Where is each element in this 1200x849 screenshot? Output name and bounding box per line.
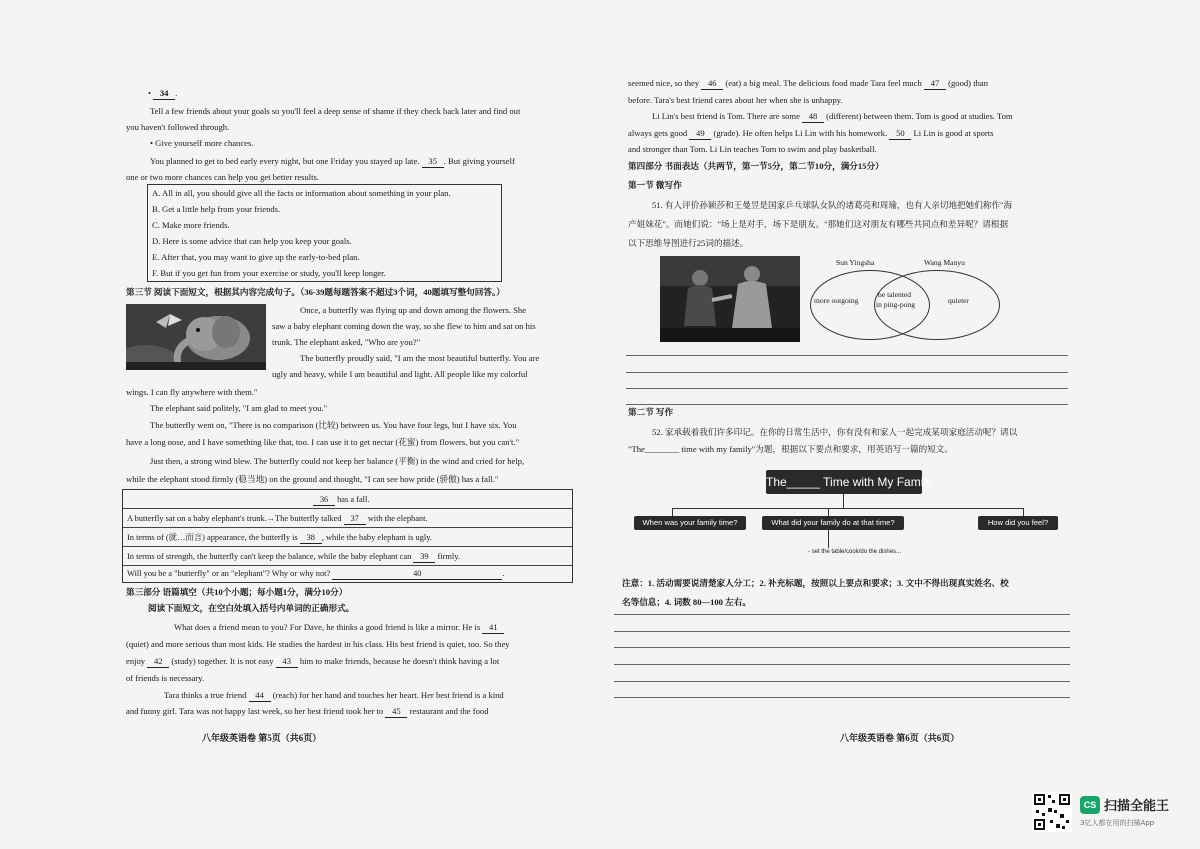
story-line: trunk. The elephant asked, "Who are you?" — [272, 337, 421, 347]
story-line: The elephant said politely, "I am glad to meet you." — [150, 403, 328, 413]
blank-39: 39 — [413, 551, 435, 563]
blank-42: 42 — [147, 656, 169, 668]
tips-paragraph-1-cont: you haven't followed through. — [126, 122, 230, 132]
story-line: while the elephant stood firmly (稳当地) on the ground and thought, "I can see how pride (骄傲) has a fall." — [126, 474, 499, 484]
blank-41: 41 — [482, 622, 504, 634]
blank-45: 45 — [385, 706, 407, 718]
option-e: E. After that, you may want to give up the early-to-bed plan. — [152, 252, 360, 262]
mindmap-branch-what: What did your family do at that time? — [762, 516, 904, 530]
blank-44: 44 — [249, 690, 271, 702]
mindmap-hint: - set the table/cook/do the dishes... — [808, 549, 902, 555]
cloze-line: Tara thinks a true friend 44 (reach) for her hand and touches her heart. Her best friend is a kind — [164, 690, 504, 700]
blank-46: 46 — [701, 78, 723, 90]
writing-line — [626, 388, 1068, 389]
cloze-line: and funny girl. Tara was not happy last week, so her best friend took her to 45 restaurant and the food — [126, 706, 489, 716]
table-row: In terms of (就…而言) appearance, the butterfly is 38 , while the baby elephant is ugly. — [123, 528, 572, 547]
answer-table — [122, 489, 573, 583]
camscanner-logo: CS — [1080, 796, 1100, 814]
venn-left-trait: more outgoing — [814, 296, 859, 305]
cloze-line: (quiet) and more serious than most kids. He studies the hardest in his class. His best friend is quiet, too. So they — [126, 639, 510, 649]
story-line: Once, a butterfly was flying up and down among the flowers. She — [300, 305, 527, 315]
story-line: have a long nose, and I have something like that, too. I can use it to get nectar (花蜜) from flowers, but you can't." — [126, 437, 520, 447]
story-line: saw a baby elephant coming down the way, so she flew to him and sat on his — [272, 321, 536, 331]
qr-code-icon — [1032, 792, 1072, 832]
writing-line — [626, 355, 1068, 356]
part3-heading: 第三部分 语篇填空（共10个小题；每小题1分，满分10分） — [126, 587, 348, 597]
story-line: wings. I can fly anywhere with them." — [126, 387, 258, 397]
blank-35: 35 — [422, 156, 444, 168]
table-row: Will you be a "butterfly" or an "elephant"? Why or why not? 40 . — [127, 569, 505, 578]
blank-40: 40 — [332, 568, 502, 580]
story-line: ugly and heavy, while I am beautiful and light. All people like my colorful — [272, 369, 528, 379]
writing-line — [614, 631, 1070, 632]
cloze-line: of friends is necessary. — [126, 673, 205, 683]
blank-38: 38 — [300, 532, 322, 544]
venn-right-trait: quieter — [948, 296, 970, 305]
brand-tagline: 3亿人都在用的扫描App — [1080, 819, 1155, 827]
blank-43: 43 — [276, 656, 298, 668]
options-box — [147, 184, 502, 282]
option-a: A. All in all, you should give all the facts or information about something in your plan. — [152, 188, 451, 198]
scanner-watermark — [1032, 792, 1192, 836]
option-d: D. Here is some advice that can help you keep your goals. — [152, 236, 352, 246]
part3-instruction: 阅读下面短文，在空白处填入括号内单词的正确形式。 — [148, 603, 355, 613]
mind-map — [632, 470, 1062, 566]
page-footer-6: 八年级英语卷 第6页（共6页） — [840, 733, 960, 743]
writing-line — [626, 372, 1068, 373]
venn-right-name: Wang Manyu — [924, 258, 965, 267]
story-line: Just then, a strong wind blew. The butterfly could not keep her balance (平衡) in the wind and cried for help, — [150, 456, 525, 466]
blank-49: 49 — [689, 128, 711, 140]
ping-pong-photo — [660, 256, 800, 342]
tips-paragraph-1: Tell a few friends about your goals so you'll feel a deep sense of shame if they check back later and find out — [150, 106, 521, 116]
venn-overlap-line1: be talented — [878, 290, 912, 299]
cloze-line: before. Tara's best friend cares about her when she is unhappy. — [628, 95, 843, 105]
venn-left-name: Sun Yingsha — [836, 258, 875, 267]
blank-47: 47 — [924, 78, 946, 90]
table-row: A butterfly sat on a baby elephant's trunk.→The butterfly talked 37 with the elephant. — [123, 509, 572, 528]
cloze-line: always gets good 49 (grade). He often helps Li Lin with his homework. 50 Li Lin is good at sports — [628, 128, 994, 138]
table-row: In terms of strength, the butterfly can't keep the balance, while the baby elephant can 39 firmly. — [123, 547, 572, 566]
cloze-line: enjoy 42 (study) together. It is not easy 43 him to make friends, because he doesn't think having a lot — [126, 656, 500, 666]
writing-line — [614, 697, 1070, 698]
section2-heading: 第二节 写作 — [628, 407, 674, 417]
option-f: F. But if you get fun from your exercise or study, you'll keep longer. — [152, 268, 386, 278]
writing-line — [614, 681, 1070, 682]
cloze-line: What does a friend mean to you? For Dave, he thinks a good friend is like a mirror. He is 41 — [174, 622, 504, 634]
mindmap-branch-feel: How did you feel? — [978, 516, 1058, 530]
story-line: The butterfly proudly said, "I am the most beautiful butterfly. You are — [300, 353, 540, 363]
tips-paragraph-2: You planned to get to bed early every night, but one Friday you stayed up late. 35 . But giving yourself — [150, 156, 515, 166]
mindmap-branch-when: When was your family time? — [634, 516, 746, 530]
mindmap-title: The_____ Time with My Family — [766, 470, 922, 494]
section3-heading: 第三节 阅读下面短文，根据其内容完成句子。（36-39题每题答案不超过3个词，40题填写整句回答。） — [126, 287, 505, 297]
blank-48: 48 — [802, 111, 824, 123]
elephant-butterfly-image — [126, 304, 266, 370]
writing-line — [614, 614, 1070, 615]
q52-text: 52. 家承载着我们许多印记。在你的日常生活中，你有没有和家人一起完成某项家庭活动呢？请以 — [652, 427, 1018, 437]
option-c: C. Make more friends. — [152, 220, 230, 230]
venn-overlap-line2: in ping-pong — [876, 300, 916, 309]
writing-line — [614, 664, 1070, 665]
q51-text: 51. 有人评价孙颖莎和王曼昱是国家乒乓球队女队的诸葛亮和周瑜，也有人亲切地把她们称作"海 — [652, 200, 1013, 210]
tip-heading: • Give yourself more chances. — [150, 138, 254, 148]
blank-36: 36 — [313, 494, 335, 506]
q52-text: "The________ time with my family"为题，根据以下要点和要求，用英语写一篇的短文。 — [628, 444, 953, 454]
notes-text: 注意：1. 活动需要说清楚家人分工；2. 补充标题，按照以上要点和要求；3. 文中不得出现真实姓名、校 — [622, 578, 1009, 588]
blank-50: 50 — [889, 128, 911, 140]
q51-text: 以下思维导图进行25词的描述。 — [628, 238, 749, 248]
table-row: 36 has a fall. — [123, 490, 572, 509]
writing-line — [626, 404, 1068, 405]
blank-37: 37 — [344, 513, 366, 525]
right-page — [600, 0, 1200, 849]
tips-paragraph-2-cont: one or two more chances can help you get better results. — [126, 172, 320, 182]
cloze-line: seemed nice, so they 46 (eat) a big meal. The delicious food made Tara feel much 47 (good) than — [628, 78, 988, 88]
story-line: The butterfly went on, "There is no comparison (比较) between us. You have four legs, but I have six. You — [150, 420, 517, 430]
part4-heading: 第四部分 书面表达（共两节，第一节5分，第二节10分，满分15分） — [628, 161, 884, 171]
option-b: B. Get a little help from your friends. — [152, 204, 281, 214]
section1-heading: 第一节 微写作 — [628, 180, 682, 190]
writing-line — [614, 647, 1070, 648]
cloze-line: and stronger than Tom. Li Lin teaches Tom to swim and play basketball. — [628, 144, 877, 154]
brand-name: 扫描全能王 — [1104, 799, 1170, 814]
venn-diagram — [808, 256, 1006, 342]
notes-text: 名等信息；4. 词数 80—100 左右。 — [622, 597, 751, 607]
cloze-line: Li Lin's best friend is Tom. There are some 48 (different) between them. Tom is good at studies. Tom — [652, 111, 1013, 121]
page-footer-5: 八年级英语卷 第5页（共6页） — [202, 733, 322, 743]
top-blank-line: • 34 . — [148, 88, 178, 98]
q51-text: 产姐妹花"。而她们说："场上是对手，场下是朋友。"那她们这对朋友有哪些共同点和差异呢？请根据 — [628, 219, 1009, 229]
